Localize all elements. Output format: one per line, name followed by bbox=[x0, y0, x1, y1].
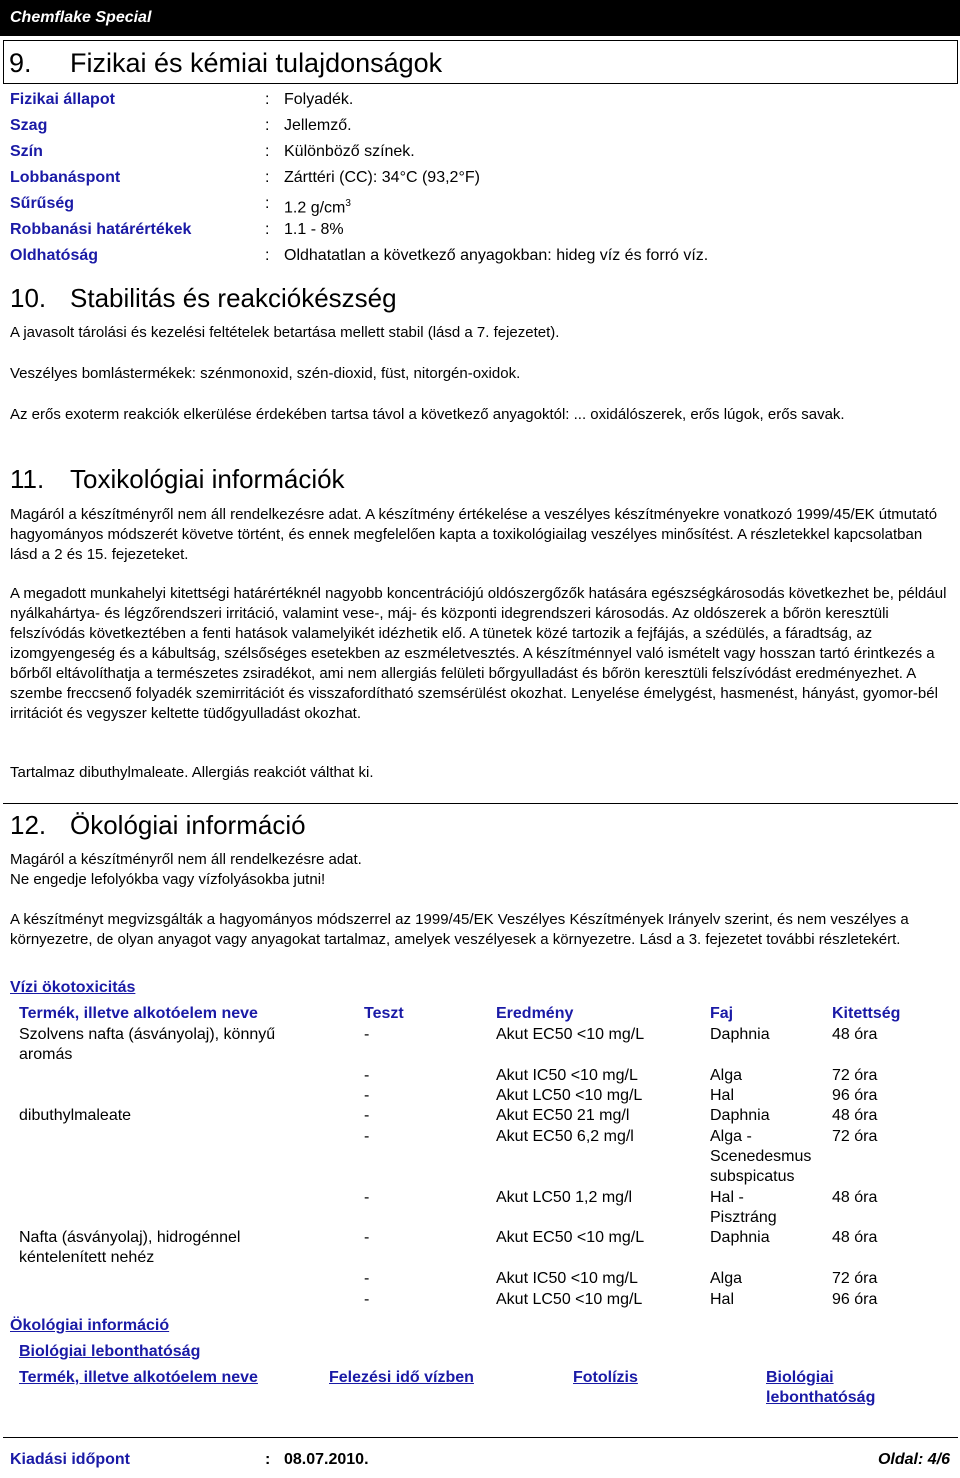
table-cell-product: dibuthylmaleate bbox=[19, 1107, 132, 1124]
section-11-title: Toxikológiai információk bbox=[70, 464, 345, 494]
table-cell-test: - bbox=[364, 1026, 370, 1043]
property-label: Fizikai állapot bbox=[10, 91, 115, 108]
property-label: Szín bbox=[10, 143, 43, 160]
property-value bbox=[284, 194, 351, 218]
property-label: Oldhatóság bbox=[10, 247, 99, 264]
property-value: 1.1 - 8% bbox=[284, 221, 344, 238]
table-cell-species: Hal - Pisztráng bbox=[710, 1189, 777, 1226]
table-cell-result: Akut EC50 <10 mg/L bbox=[496, 1026, 645, 1043]
allergy-paragraph: Tartalmaz dibuthylmaleate. Allergiás reakciót válthat ki. bbox=[10, 764, 374, 781]
table-cell-test: - bbox=[364, 1270, 370, 1287]
property-value: Jellemző. bbox=[284, 117, 352, 134]
page-number: Oldal: 4/6 bbox=[877, 1451, 950, 1468]
table-cell-result: Akut EC50 6,2 mg/l bbox=[496, 1128, 634, 1145]
toxicology-paragraph: Magáról a készítményről nem áll rendelkezésre adat. A készítmény értékelése a veszélyes készítményekre vonatkozó 1999/45/EK útmutató hagyományos módszerét követve történt, és ennek megfelelően kapta a toxikológiailag veszélyes minősítést. A részletekkel kapcsolatban lásd a 2 és 15. fejezeteket. bbox=[10, 506, 938, 563]
table-cell-exposure: 96 óra bbox=[832, 1291, 878, 1308]
incompatible-materials-paragraph: Az erős exoterm reakciók elkerülése érdekében tartsa távol a következő anyagoktól: ... oxidálószerek, erős lúgok, erős savak. bbox=[10, 406, 845, 423]
issue-date-colon: : bbox=[265, 1451, 271, 1468]
table-cell-species: Alga bbox=[710, 1067, 743, 1084]
property-label: Lobbanáspont bbox=[10, 169, 121, 186]
property-label: Sűrűség bbox=[10, 195, 75, 212]
section-12-title: Ökológiai információ bbox=[70, 810, 306, 840]
health-effects-paragraph: A megadott munkahelyi kitettségi határértéknél nagyobb koncentrációjú oldószergőzők hatására egészségkárosodás következhet be, például nyálkahártya- és légzőrendszeri irritáció, valamint vese-, máj- és központi idegrendszeri károsodás. Az oldószerek a bőrön keresztüli felszívódás következtében a fenti hatások valamelyikét idézhetik elő. A tünetek közé tartozik a fejfájás, a szédülés, a fáradtság, az izomgyengeség és a kábultság, szélsőséges esetekben az eszméletvesztés. A készítménnyel való ismételt vagy hosszan tartó érintkezés a bőrből eltávolíthatja a természetes zsiradékot, ami nem allergiás felületi bőrgyulladást és bőrön keresztüli felszívódást eredményezhet. A szembe freccsenő folyadék szemirritációt és visszafordítható szemsérülést okozhat. Lenyelése émelygést, hasmenést, hányást, gyomor-bél irritációt és vegyszer keltette tüdőgyulladást okozhat. bbox=[10, 585, 947, 722]
eco-assessment-paragraph: A készítményt megvizsgálták a hagyományos módszerrel az 1999/45/EK Veszélyes Készítmények Irányelv szerint, és nem veszélyes a környezetre, de olyan anyagot vagy anyagokat tartalmaz, amelyek veszélyesek a környezetre. Lásd a 3. fejezetet további részletekért. bbox=[10, 911, 909, 948]
property-colon: : bbox=[265, 221, 270, 238]
table-cell-exposure: 96 óra bbox=[832, 1087, 878, 1104]
density-superscript: 3 bbox=[345, 198, 351, 209]
table-header: Biológiai lebonthatóság bbox=[766, 1369, 876, 1406]
table-cell-test: - bbox=[364, 1291, 370, 1308]
table-cell-product: Szolvens nafta (ásványolaj), könnyű aromás bbox=[19, 1026, 276, 1063]
table-header: Felezési idő vízben bbox=[329, 1369, 474, 1386]
table-cell-test: - bbox=[364, 1107, 370, 1124]
table-cell-exposure: 72 óra bbox=[832, 1128, 878, 1145]
property-label: Szag bbox=[10, 117, 48, 134]
document-header-bar bbox=[0, 0, 960, 36]
table-header: Termék, illetve alkotóelem neve bbox=[19, 1369, 258, 1386]
table-cell-result: Akut LC50 <10 mg/L bbox=[496, 1291, 643, 1308]
section-10-number: 10. bbox=[10, 283, 47, 313]
table-cell-exposure: 72 óra bbox=[832, 1067, 878, 1084]
property-value: Folyadék. bbox=[284, 91, 354, 108]
section-12-number: 12. bbox=[10, 810, 47, 840]
property-colon: : bbox=[265, 91, 270, 108]
section-9-number: 9. bbox=[9, 48, 32, 78]
eco-drain-warning-line: Ne engedje lefolyókba vagy vízfolyásokba jutni! bbox=[10, 871, 326, 888]
table-cell-species: Hal bbox=[710, 1291, 735, 1308]
table-header: Termék, illetve alkotóelem neve bbox=[19, 1005, 258, 1022]
section-9-heading bbox=[3, 40, 958, 84]
property-colon: : bbox=[265, 247, 270, 264]
section-9-title: Fizikai és kémiai tulajdonságok bbox=[70, 48, 443, 78]
table-cell-result: Akut LC50 1,2 mg/l bbox=[496, 1189, 633, 1206]
table-cell-result: Akut IC50 <10 mg/L bbox=[496, 1270, 638, 1287]
table-cell-species: Daphnia bbox=[710, 1229, 770, 1246]
property-colon: : bbox=[265, 195, 270, 212]
decomposition-paragraph: Veszélyes bomlástermékek: szénmonoxid, szén-dioxid, füst, nitorgén-oxidok. bbox=[10, 365, 521, 382]
issue-date-value: 08.07.2010. bbox=[284, 1451, 369, 1468]
footer-divider bbox=[3, 1437, 958, 1438]
product-name: Chemflake Special bbox=[10, 9, 152, 26]
table-cell-test: - bbox=[364, 1189, 370, 1206]
table-cell-test: - bbox=[364, 1229, 370, 1246]
table-cell-exposure: 48 óra bbox=[832, 1189, 878, 1206]
table-header: Kitettség bbox=[832, 1005, 901, 1022]
property-value: Zárttéri (CC): 34°C (93,2°F) bbox=[284, 169, 480, 186]
table-cell-test: - bbox=[364, 1128, 370, 1145]
section-12-heading bbox=[3, 803, 958, 841]
property-colon: : bbox=[265, 117, 270, 134]
section-10-title: Stabilitás és reakciókészség bbox=[70, 283, 397, 313]
section-11-heading bbox=[10, 463, 345, 495]
property-value: Különböző színek. bbox=[284, 143, 415, 160]
table-cell-species: Daphnia bbox=[710, 1107, 770, 1124]
property-colon: : bbox=[265, 143, 270, 160]
table-cell-exposure: 72 óra bbox=[832, 1270, 878, 1287]
table-cell-exposure: 48 óra bbox=[832, 1107, 878, 1124]
table-cell-product: Nafta (ásványolaj), hidrogénnel kéntelenített nehéz bbox=[19, 1229, 241, 1266]
eco-no-data-line: Magáról a készítményről nem áll rendelkezésre adat. bbox=[10, 851, 362, 868]
property-value: Oldhatatlan a következő anyagokban: hideg víz és forró víz. bbox=[284, 247, 709, 264]
table-cell-species: Alga bbox=[710, 1270, 743, 1287]
table-cell-result: Akut IC50 <10 mg/L bbox=[496, 1067, 638, 1084]
section-11-number: 11. bbox=[10, 464, 45, 494]
issue-date-label: Kiadási időpont bbox=[10, 1451, 130, 1468]
stability-paragraph: A javasolt tárolási és kezelési feltételek betartása mellett stabil (lásd a 7. fejezetet). bbox=[10, 324, 560, 341]
table-header: Fotolízis bbox=[573, 1369, 638, 1386]
table-cell-test: - bbox=[364, 1087, 370, 1104]
section-10-heading bbox=[10, 282, 397, 314]
property-colon: : bbox=[265, 169, 270, 186]
table-header: Faj bbox=[710, 1005, 734, 1022]
table-cell-exposure: 48 óra bbox=[832, 1026, 878, 1043]
aquatic-toxicity-heading: Vízi ökotoxicitás bbox=[10, 979, 136, 996]
table-header: Teszt bbox=[364, 1005, 404, 1022]
table-cell-test: - bbox=[364, 1067, 370, 1084]
table-cell-result: Akut EC50 21 mg/l bbox=[496, 1107, 630, 1124]
table-cell-species: Daphnia bbox=[710, 1026, 770, 1043]
table-header: Eredmény bbox=[496, 1005, 574, 1022]
biodegradability-heading: Biológiai lebonthatóság bbox=[19, 1343, 201, 1360]
table-cell-species: Hal bbox=[710, 1087, 735, 1104]
table-cell-result: Akut EC50 <10 mg/L bbox=[496, 1229, 645, 1246]
density-value: 1.2 g/cm bbox=[284, 199, 346, 217]
table-cell-exposure: 48 óra bbox=[832, 1229, 878, 1246]
ecological-info-heading: Ökológiai információ bbox=[10, 1317, 170, 1334]
property-label: Robbanási határértékek bbox=[10, 221, 192, 238]
table-cell-result: Akut LC50 <10 mg/L bbox=[496, 1087, 643, 1104]
table-cell-species: Alga - Scenedesmus subspicatus bbox=[710, 1128, 812, 1185]
